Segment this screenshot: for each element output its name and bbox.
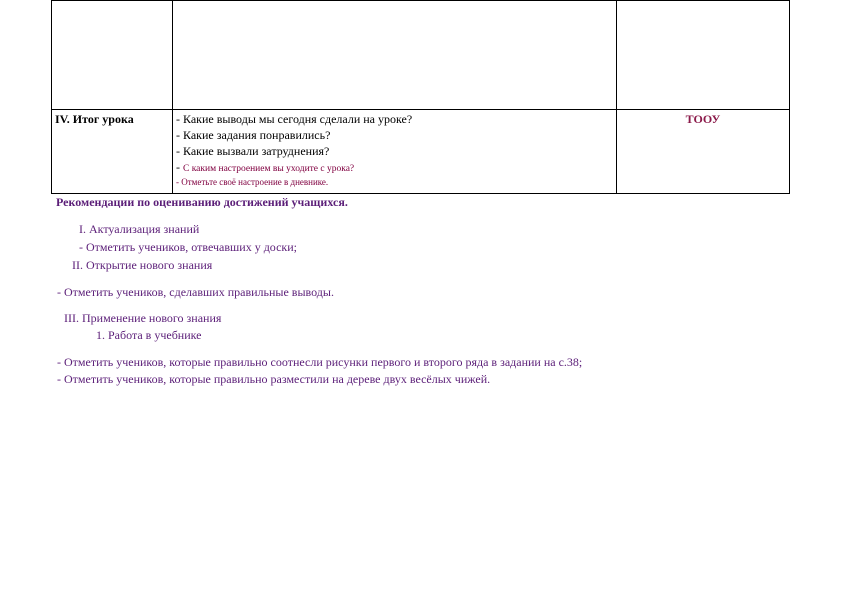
table-row	[52, 1, 790, 110]
section-3-title: III. Применение нового знания	[64, 311, 222, 325]
mood-question-line	[176, 160, 616, 176]
question-1: - Какие выводы мы сегодня сделали на уроке?	[176, 112, 413, 126]
section-2-title: II. Открытие нового знания	[72, 258, 213, 272]
diary-note: - Отметьте своё настроение в дневнике.	[176, 177, 329, 187]
table-cell	[617, 1, 790, 110]
section-3-item-1: - Отметить учеников, которые правильно соотнесли рисунки первого и второго ряда в задании на с.38;	[57, 355, 583, 369]
table-cell	[52, 1, 173, 110]
section-1-item: - Отметить учеников, отвечавших у доски;	[79, 240, 298, 254]
questions-cell	[173, 110, 617, 194]
tag-cell: ТООУ	[617, 110, 790, 194]
section-3-subtitle: 1. Работа в учебнике	[96, 328, 202, 342]
table-cell	[173, 1, 617, 110]
recommendations-title: Рекомендации по оцениванию достижений учащихся.	[56, 195, 348, 209]
question-2: - Какие задания понравились?	[176, 128, 331, 142]
table-row	[52, 110, 790, 194]
section-1-title: I. Актуализация знаний	[79, 222, 200, 236]
question-3: - Какие вызвали затруднения?	[176, 144, 330, 158]
mood-dash: -	[176, 160, 180, 174]
mood-question: С каким настроением вы уходите с урока?	[183, 164, 355, 174]
section-2-item: - Отметить учеников, сделавших правильные выводы.	[57, 285, 334, 299]
lesson-table	[51, 0, 790, 194]
stage-cell: IV. Итог урока	[52, 110, 173, 194]
section-3-item-2: - Отметить учеников, которые правильно разместили на дереве двух весёлых чижей.	[57, 372, 491, 386]
